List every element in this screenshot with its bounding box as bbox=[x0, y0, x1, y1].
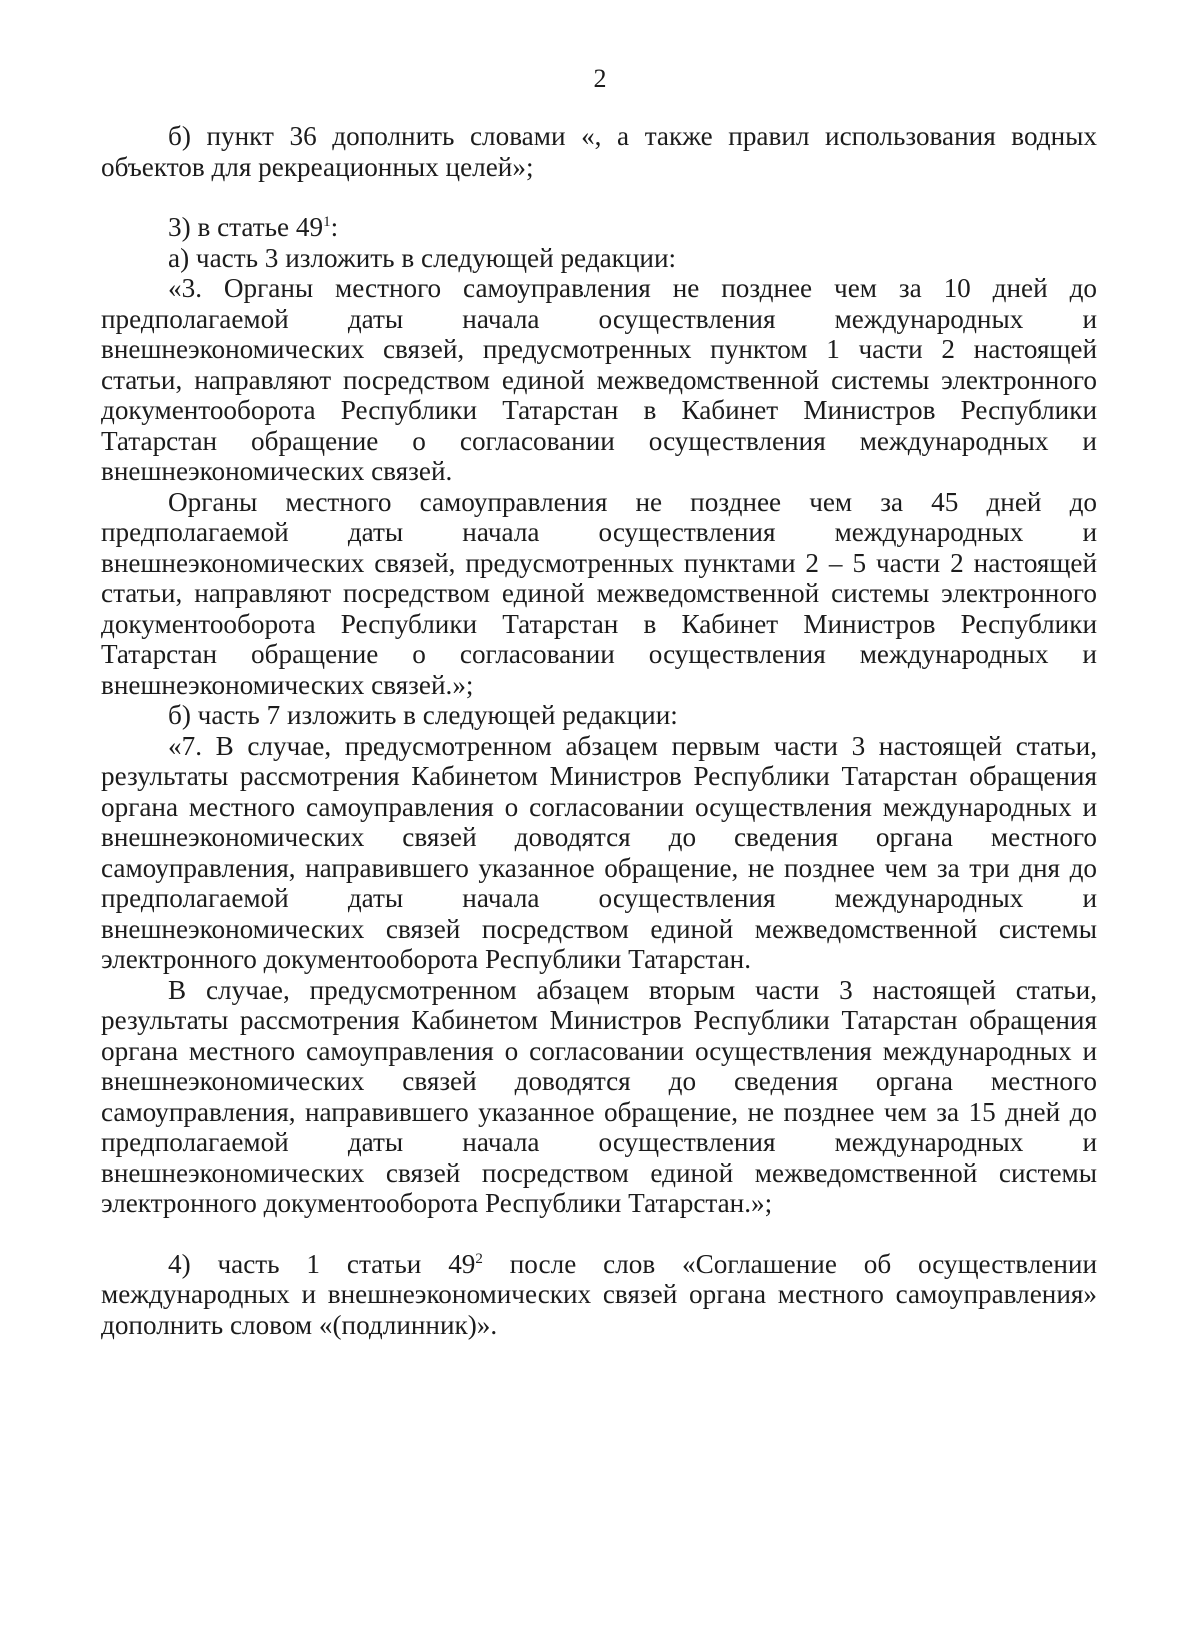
paragraph-second-case: В случае, предусмотренном абзацем вторым части 3 настоящей статьи, результаты рассмотрения Кабинетом Министров Республики Татарстан обращения органа местного самоуправления о согласовании осуществления международных и внешнеэкономических связей доводятся до сведения органа местного самоуправления, направившего указанное обращение, не позднее чем за 15 дней до предполагаемой даты начала осуществления международных и внешнеэкономических связей посредством единой межведомственной системы электронного документооборота Республики Татарстан.»; bbox=[101, 974, 1097, 1218]
paragraph-item-3-heading: 3) в статье $49^1$: bbox=[168, 212, 339, 242]
page-number: 2 bbox=[593, 64, 607, 93]
paragraph-a-part-3: а) часть 3 изложить в следующей редакции: bbox=[168, 242, 677, 273]
document-body bbox=[101, 121, 1097, 1340]
paragraph-organs-45-days: Органы местного самоуправления не позднее чем за 45 дней до предполагаемой даты начала осуществления международных и внешнеэкономических связей, предусмотренных пунктами 2 – 5 части 2 настоящей статьи, направляют посредством единой межведомственной системы электронного документооборота Республики Татарстан в Кабинет Министров Республики Татарстан обращение о согласовании осуществления международных и внешнеэкономических связей.»; bbox=[101, 486, 1097, 700]
paragraph-b-part-7: б) часть 7 изложить в следующей редакции: bbox=[168, 700, 678, 730]
paragraph-quote-7: «7. В случае, предусмотренном абзацем первым части 3 настоящей статьи, результаты рассмотрения Кабинетом Министров Республики Татарстан обращения органа местного самоуправления о согласовании осуществления международных и внешнеэкономических связей доводятся до сведения органа местного самоуправления, направившего указанное обращение, не позднее чем за три дня до предполагаемой даты начала осуществления международных и внешнеэкономических связей посредством единой межведомственной системы электронного документооборота Республики Татарстан. bbox=[101, 730, 1097, 974]
superscript-1: 1 bbox=[323, 213, 331, 230]
paragraph-b-point-36: б) пункт 36 дополнить словами «, а также правил использования водных объектов для рекреационных целей»; bbox=[101, 121, 1097, 182]
paragraph-quote-3: «3. Органы местного самоуправления не позднее чем за 10 дней до предполагаемой даты начала осуществления международных и внешнеэкономических связей, предусмотренных пунктом 1 части 2 настоящей статьи, направляют посредством единой межведомственной системы электронного документооборота Республики Татарстан в Кабинет Министров Республики Татарстан обращение о согласовании осуществления международных и внешнеэкономических связей. bbox=[101, 273, 1097, 486]
superscript-2: 2 bbox=[475, 1250, 483, 1267]
paragraph-item-4: 4) часть 1 статьи $49^2$ после слов «Соглашение об осуществлении международных и внешнеэкономических связей органа местного самоуправления» дополнить словом «(подлинник)». bbox=[101, 1248, 1097, 1340]
